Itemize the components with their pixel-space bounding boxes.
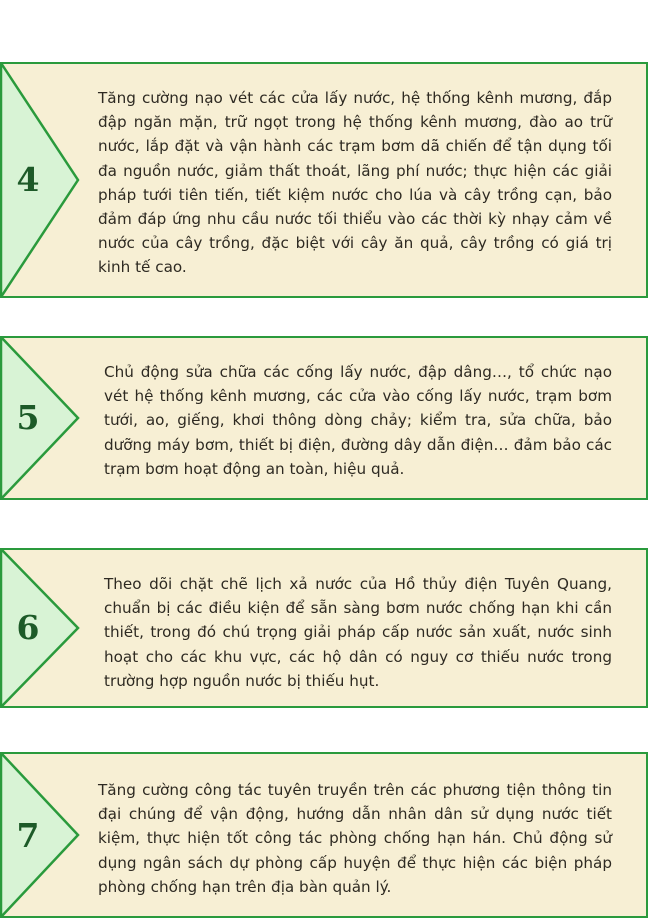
measure-card-7 bbox=[0, 752, 648, 918]
measure-card-4 bbox=[0, 62, 648, 298]
measure-number: 6 bbox=[16, 608, 40, 647]
measure-card-5 bbox=[0, 336, 648, 500]
measure-number: 5 bbox=[16, 398, 40, 437]
measure-text: Chủ động sửa chữa các cống lấy nước, đập dâng…, tổ chức nạo vét hệ thống kênh mương, các cửa vào cống lấy nước, trạm bơm tưới, ao, giếng, khơi thông dòng chảy; kiểm tra, sửa chữa, bảo dưỡng máy bơm, thiết bị điện, đường dây dẫn điện… đảm bảo các trạm bơm hoạt động an toàn, hiệu quả. bbox=[104, 363, 612, 478]
measure-number: 4 bbox=[16, 160, 40, 199]
measure-text: Theo dõi chặt chẽ lịch xả nước của Hồ thủy điện Tuyên Quang, chuẩn bị các điều kiện để sẵn sàng bơm nước chống hạn khi cần thiết, trong đó chú trọng giải pháp cấp nước sản xuất, nước sinh hoạt cho các khu vực, các hộ dân có nguy cơ thiếu nước trong trường hợp nguồn nước bị thiếu hụt. bbox=[104, 575, 612, 690]
measure-card-6 bbox=[0, 548, 648, 708]
measure-text: Tăng cường nạo vét các cửa lấy nước, hệ thống kênh mương, đắp đập ngăn mặn, trữ ngọt trong hệ thống kênh mương, đào ao trữ nước, lắp đặt và vận hành các trạm bơm dã chiến để tận dụng tối đa nguồn nước, giảm thất thoát, lãng phí nước; thực hiện các giải pháp tưới tiên tiến, tiết kiệm nước cho lúa và cây trồng cạn, bảo đảm đáp ứng nhu cầu nước tối thiểu vào các thời kỳ nhạy cảm về nước của cây trồng, đặc biệt với cây ăn quả, cây trồng có giá trị kinh tế cao. bbox=[98, 89, 612, 277]
measure-number: 7 bbox=[16, 816, 40, 855]
measure-text: Tăng cường công tác tuyên truyền trên các phương tiện thông tin đại chúng để vận động, hướng dẫn nhân dân sử dụng nước tiết kiệm, thực hiện tốt công tác phòng chống hạn hán. Chủ động sử dụng ngân sách dự phòng cấp huyện để thực hiện các biện pháp phòng chống hạn trên địa bàn quản lý. bbox=[98, 781, 612, 896]
